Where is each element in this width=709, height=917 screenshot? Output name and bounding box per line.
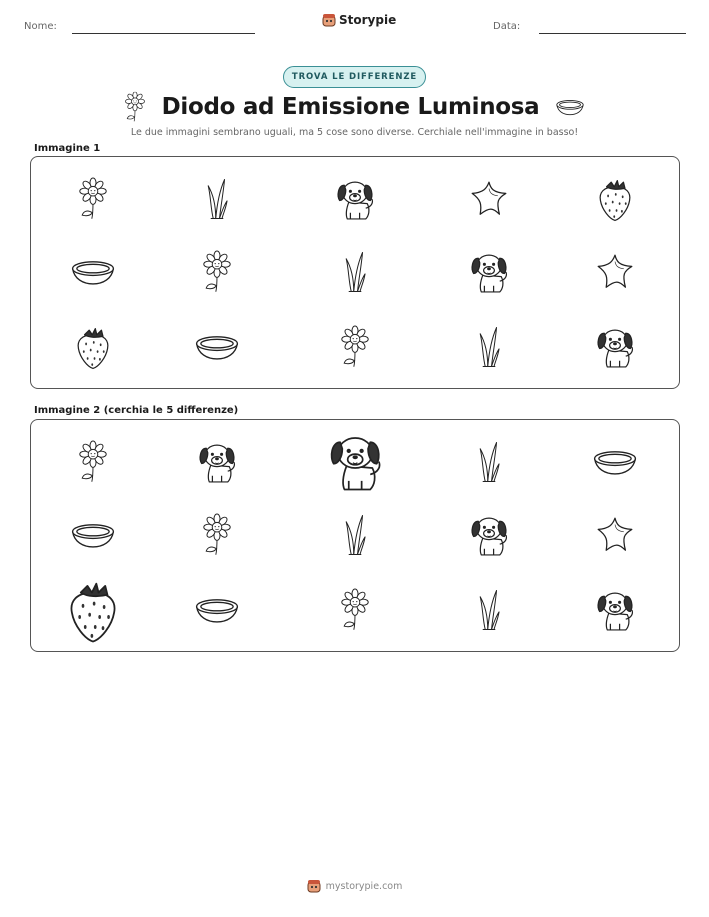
page-title: Diodo ad Emissione Luminosa: [161, 94, 540, 120]
puppy-icon[interactable]: [592, 323, 638, 371]
bowl-icon[interactable]: [67, 518, 119, 552]
title-row: [0, 88, 709, 126]
grass-icon[interactable]: [204, 177, 230, 221]
brand-name: Storypie: [339, 13, 397, 27]
puppy-icon[interactable]: [466, 511, 512, 559]
image-panel-2[interactable]: [30, 419, 680, 652]
puppy-icon[interactable]: [323, 428, 387, 495]
name-label: Nome:: [24, 21, 57, 32]
flower-icon[interactable]: [337, 586, 373, 634]
star-icon[interactable]: [595, 515, 635, 555]
flower-icon[interactable]: [75, 438, 111, 486]
worksheet-header: [0, 0, 709, 50]
strawberry-icon[interactable]: [73, 324, 113, 370]
puppy-icon[interactable]: [466, 248, 512, 296]
activity-badge: TROVA LE DIFFERENZE: [283, 66, 426, 88]
panel2-label: Immagine 2 (cerchia le 5 differenze): [34, 405, 239, 416]
brand-logo: [322, 13, 396, 27]
puppy-icon[interactable]: [194, 438, 240, 486]
bowl-icon[interactable]: [589, 445, 641, 479]
panel1-label: Immagine 1: [34, 143, 101, 154]
flower-icon[interactable]: [199, 511, 235, 559]
instructions: Le due immagini sembrano uguali, ma 5 cose sono diverse. Cerchiale nell'immagine in basso!: [130, 127, 579, 138]
grass-icon[interactable]: [476, 588, 502, 632]
strawberry-icon[interactable]: [64, 577, 122, 644]
bowl-icon[interactable]: [191, 330, 243, 364]
bowl-icon[interactable]: [67, 255, 119, 289]
star-icon[interactable]: [595, 252, 635, 292]
flower-icon[interactable]: [75, 175, 111, 223]
date-label: Data:: [493, 21, 521, 32]
star-icon[interactable]: [469, 179, 509, 219]
strawberry-icon[interactable]: [595, 176, 635, 222]
footer-url: mystorypie.com: [325, 880, 403, 892]
bowl-icon[interactable]: [191, 593, 243, 627]
puppy-icon[interactable]: [332, 175, 378, 223]
storypie-logo-icon: [307, 879, 321, 893]
grass-icon[interactable]: [476, 325, 502, 369]
bowl-icon: [553, 96, 587, 118]
flower-icon: [122, 91, 148, 123]
storypie-logo-icon: [322, 13, 336, 27]
footer: [0, 879, 709, 893]
grass-icon[interactable]: [342, 513, 368, 557]
date-line[interactable]: [539, 33, 686, 34]
grass-icon[interactable]: [476, 440, 502, 484]
grass-icon[interactable]: [342, 250, 368, 294]
flower-icon[interactable]: [337, 323, 373, 371]
puppy-icon[interactable]: [592, 586, 638, 634]
flower-icon[interactable]: [199, 248, 235, 296]
name-line[interactable]: [72, 33, 255, 34]
image-panel-1[interactable]: [30, 156, 680, 389]
